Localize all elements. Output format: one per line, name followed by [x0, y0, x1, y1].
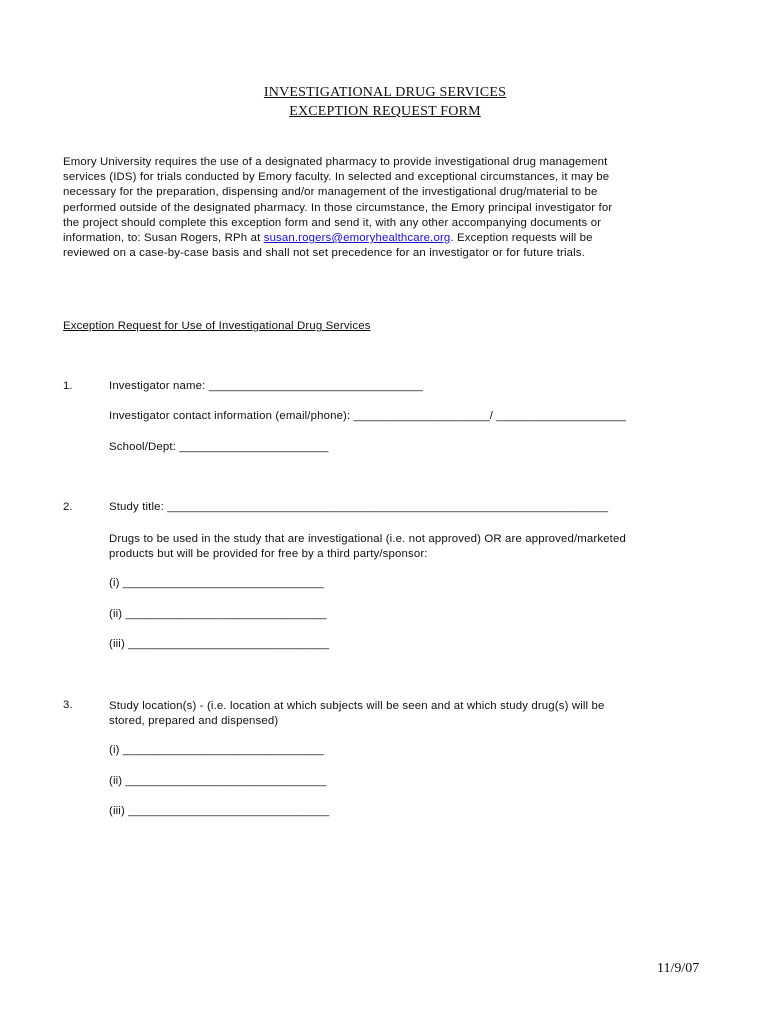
drug-entry-iii: (iii) _______________________________ — [109, 638, 330, 650]
drugs-line: products but will be provided for free by a third party/sponsor: — [109, 548, 428, 561]
section-title: Exception Request for Use of Investigational Drug Services — [63, 320, 371, 332]
investigator-name-field: Investigator name: _________________________________ — [109, 380, 423, 392]
school-dept-field: School/Dept: _______________________ — [109, 441, 329, 453]
intro-line: performed outside of the designated pharmacy. In those circumstance, the Emory principal investigator for — [63, 201, 613, 214]
investigator-contact-field: Investigator contact information (email/phone): _____________________/ ____________________ — [109, 410, 627, 422]
location-line: Study location(s) - (i.e. location at which subjects will be seen and at which study drug(s) will be — [109, 700, 605, 712]
location-entry-iii: (iii) _______________________________ — [109, 805, 330, 817]
drug-entry-i: (i) _______________________________ — [109, 577, 324, 589]
form-title-line1: INVESTIGATIONAL DRUG SERVICES — [263, 85, 507, 100]
intro-line — [63, 231, 713, 246]
intro-line: reviewed on a case-by-case basis and shall not set precedence for an investigator or for future trials. — [63, 247, 585, 260]
drug-entry-ii: (ii) _______________________________ — [109, 608, 327, 620]
intro-paragraph — [63, 155, 713, 261]
location-entry-ii: (ii) _______________________________ — [109, 775, 327, 787]
intro-text: information, to: Susan Rogers, RPh at — [63, 232, 264, 245]
intro-line: services (IDS) for trials conducted by Emory faculty. In selected and exceptional circumstances, it may be — [63, 171, 610, 184]
drugs-description — [109, 532, 719, 562]
location-entry-i: (i) _______________________________ — [109, 744, 324, 756]
form-title-line2: EXCEPTION REQUEST FORM — [289, 104, 481, 119]
email-link[interactable]: susan.rogers@emoryhealthcare.org — [263, 232, 451, 245]
item-number: 1. — [63, 380, 73, 392]
item-number: 2. — [63, 501, 73, 513]
drugs-line: Drugs to be used in the study that are investigational (i.e. not approved) OR are approved/marketed — [109, 533, 626, 545]
footer-date: 11/9/07 — [657, 961, 700, 976]
intro-text: . Exception requests will be — [450, 232, 593, 245]
item-number: 3. — [63, 699, 73, 711]
location-line: stored, prepared and dispensed) — [109, 715, 279, 728]
intro-line: Emory University requires the use of a designated pharmacy to provide investigational drug management — [63, 156, 608, 168]
intro-line: the project should complete this exception form and send it, with any other accompanying documents or — [63, 216, 602, 229]
location-description — [109, 699, 719, 729]
intro-line: necessary for the preparation, dispensing and/or management of the investigational drug/material to be — [63, 186, 598, 199]
study-title-field: Study title: ____________________________________________________________________ — [109, 501, 609, 513]
